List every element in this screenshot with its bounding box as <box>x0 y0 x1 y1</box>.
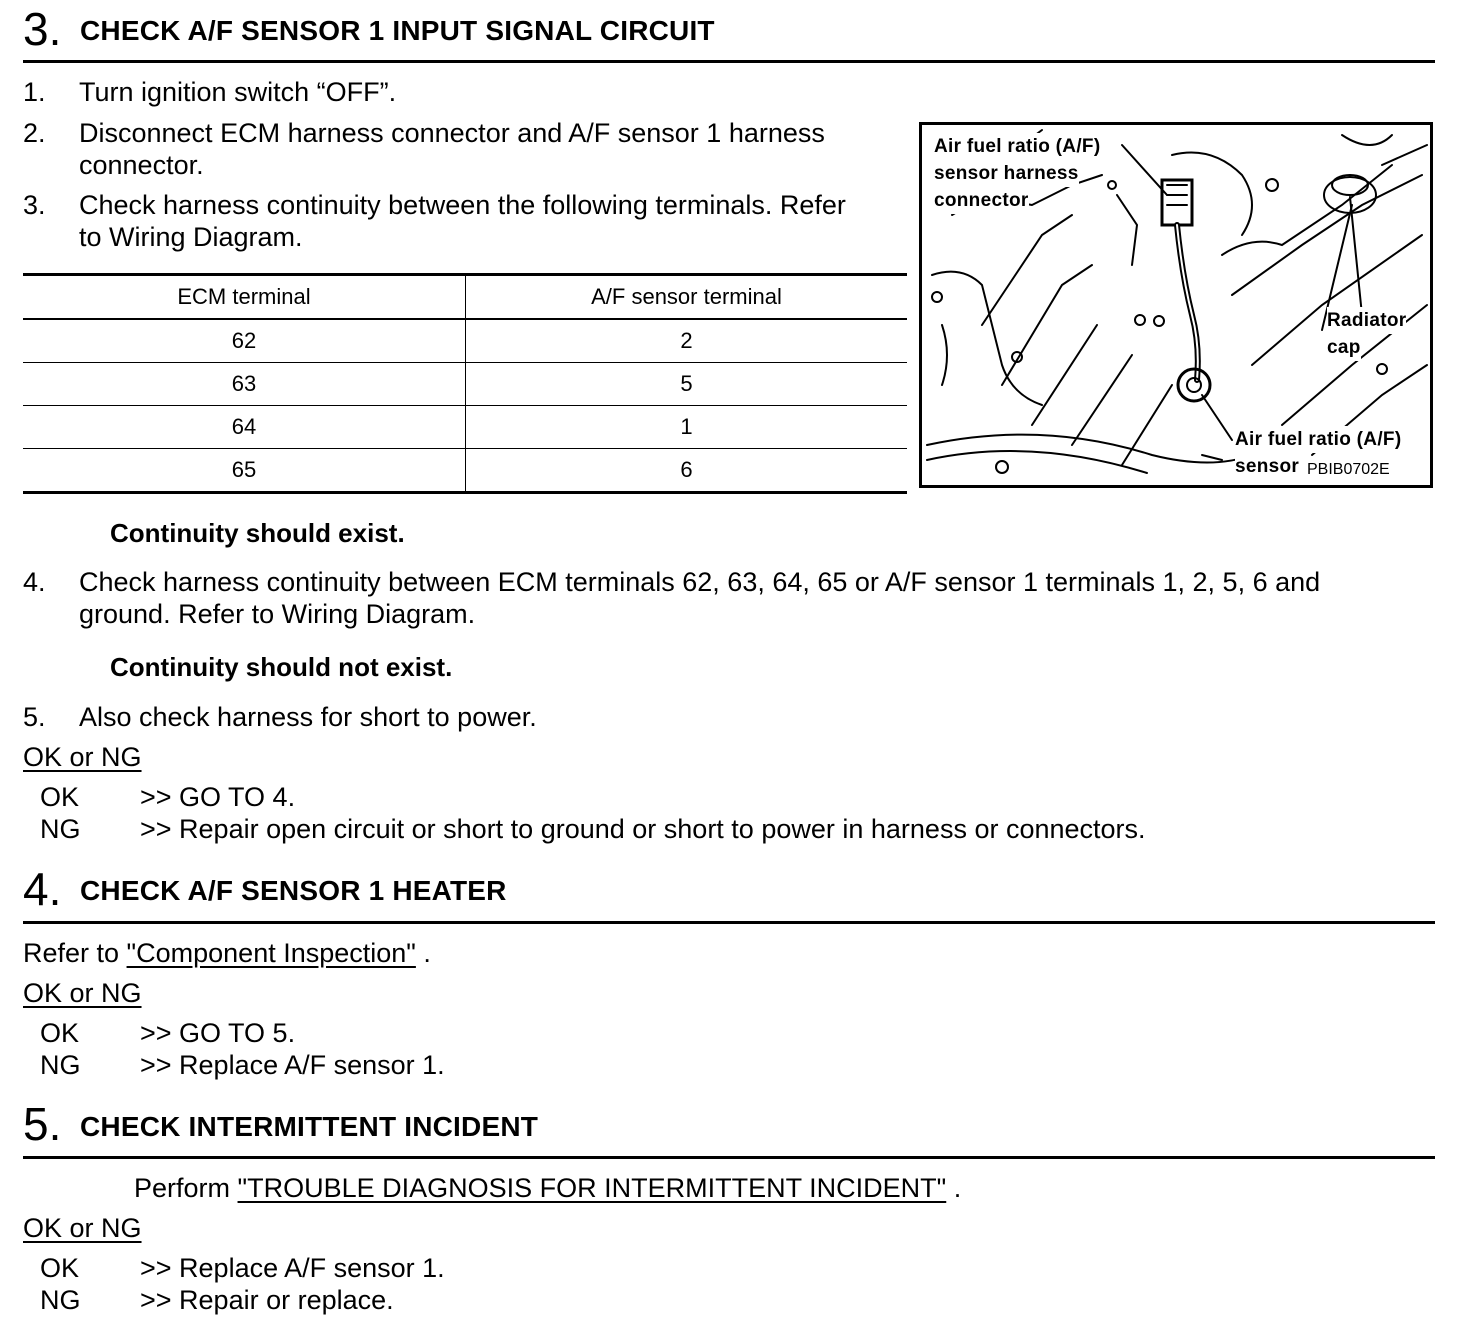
step-3-divider <box>23 60 1435 63</box>
table-cell: 2 <box>680 328 693 353</box>
step-4-divider <box>23 921 1435 924</box>
ng-label: NG <box>40 1285 81 1315</box>
perform-prefix: Perform <box>134 1173 238 1203</box>
item-text: ground. Refer to Wiring Diagram. <box>79 599 476 629</box>
table-row <box>23 406 907 449</box>
intermittent-incident-link[interactable]: "TROUBLE DIAGNOSIS FOR INTERMITTENT INCIDENT" <box>237 1173 947 1203</box>
radiator-cap-label-line: cap <box>1327 334 1361 361</box>
continuity-note: Continuity should exist. <box>110 518 405 548</box>
item-text: Turn ignition switch “OFF”. <box>79 77 397 107</box>
connector-label-line: connector <box>934 187 1029 214</box>
step-3-title: CHECK A/F SENSOR 1 INPUT SIGNAL CIRCUIT <box>80 15 715 46</box>
table-cell: 65 <box>23 449 466 493</box>
table-cell: 1 <box>680 414 693 439</box>
result-label: OK or NG <box>23 742 142 772</box>
ng-label: NG <box>40 814 81 844</box>
item-number: 3. <box>23 190 46 220</box>
table-header-row <box>23 275 907 320</box>
table-cell: 6 <box>680 457 693 482</box>
ng-action: >> Repair open circuit or short to ground or short to power in harness or connectors. <box>140 814 1146 844</box>
ok-label: OK <box>40 1018 80 1048</box>
step-4-heading <box>23 863 62 915</box>
step-number-dot: . <box>48 1098 62 1150</box>
item-number: 4. <box>23 567 46 597</box>
step-3-heading <box>23 3 62 55</box>
perform-line <box>134 1172 961 1204</box>
item-number: 5. <box>23 702 46 732</box>
item-text: Check harness continuity between the following terminals. Refer <box>79 190 846 220</box>
item-text: Also check harness for short to power. <box>79 702 537 732</box>
step-4-title: CHECK A/F SENSOR 1 HEATER <box>80 875 507 906</box>
step-5-number: 5 <box>23 1098 49 1150</box>
sensor-location-figure <box>919 122 1433 488</box>
table-row <box>23 449 907 493</box>
table-row <box>23 319 907 363</box>
step-5-divider <box>23 1156 1435 1159</box>
item-number: 1. <box>23 77 46 107</box>
item-text: Check harness continuity between ECM terminals 62, 63, 64, 65 or A/F sensor 1 terminals 1, 2, 5, 6 and <box>79 567 1321 597</box>
connector-label-line: sensor harness <box>934 160 1079 187</box>
item-text: connector. <box>79 150 204 180</box>
sensor-label-line: Air fuel ratio (A/F) <box>1235 426 1401 453</box>
table-row <box>23 363 907 406</box>
table-cell: 63 <box>23 363 466 406</box>
connector-label-line: Air fuel ratio (A/F) <box>934 133 1100 160</box>
radiator-cap-label-line: Radiator <box>1327 307 1406 334</box>
sensor-label-line: sensor <box>1235 453 1299 480</box>
ok-label: OK <box>40 782 80 812</box>
column-header: A/F sensor terminal <box>591 284 782 309</box>
item-number: 2. <box>23 118 46 148</box>
ok-label: OK <box>40 1253 80 1283</box>
step-number-dot: . <box>48 3 62 55</box>
continuity-note: Continuity should not exist. <box>110 652 453 682</box>
step-number-dot: . <box>48 863 62 915</box>
refer-line <box>23 937 431 969</box>
refer-prefix: Refer to <box>23 938 127 968</box>
result-label: OK or NG <box>23 978 142 1008</box>
ng-action: >> Replace A/F sensor 1. <box>140 1050 445 1080</box>
table-cell: 5 <box>680 371 693 396</box>
component-inspection-link[interactable]: "Component Inspection" <box>126 938 416 968</box>
refer-suffix: . <box>415 938 431 968</box>
ok-action: >> GO TO 4. <box>140 782 296 812</box>
table-cell: 62 <box>23 319 466 363</box>
step-4-number: 4 <box>23 863 49 915</box>
item-text: Disconnect ECM harness connector and A/F sensor 1 harness <box>79 118 825 148</box>
step-5-title: CHECK INTERMITTENT INCIDENT <box>80 1111 539 1142</box>
ok-action: >> Replace A/F sensor 1. <box>140 1253 445 1283</box>
figure-code: PBIB0702E <box>1307 461 1390 478</box>
perform-suffix: . <box>946 1173 962 1203</box>
item-text: to Wiring Diagram. <box>79 222 303 252</box>
result-label: OK or NG <box>23 1213 142 1243</box>
ng-action: >> Repair or replace. <box>140 1285 394 1315</box>
table-cell: 64 <box>23 406 466 449</box>
terminal-table <box>23 273 907 494</box>
ng-label: NG <box>40 1050 81 1080</box>
column-header: ECM terminal <box>23 275 466 320</box>
step-5-heading <box>23 1098 62 1150</box>
step-3-number: 3 <box>23 3 49 55</box>
ok-action: >> GO TO 5. <box>140 1018 296 1048</box>
